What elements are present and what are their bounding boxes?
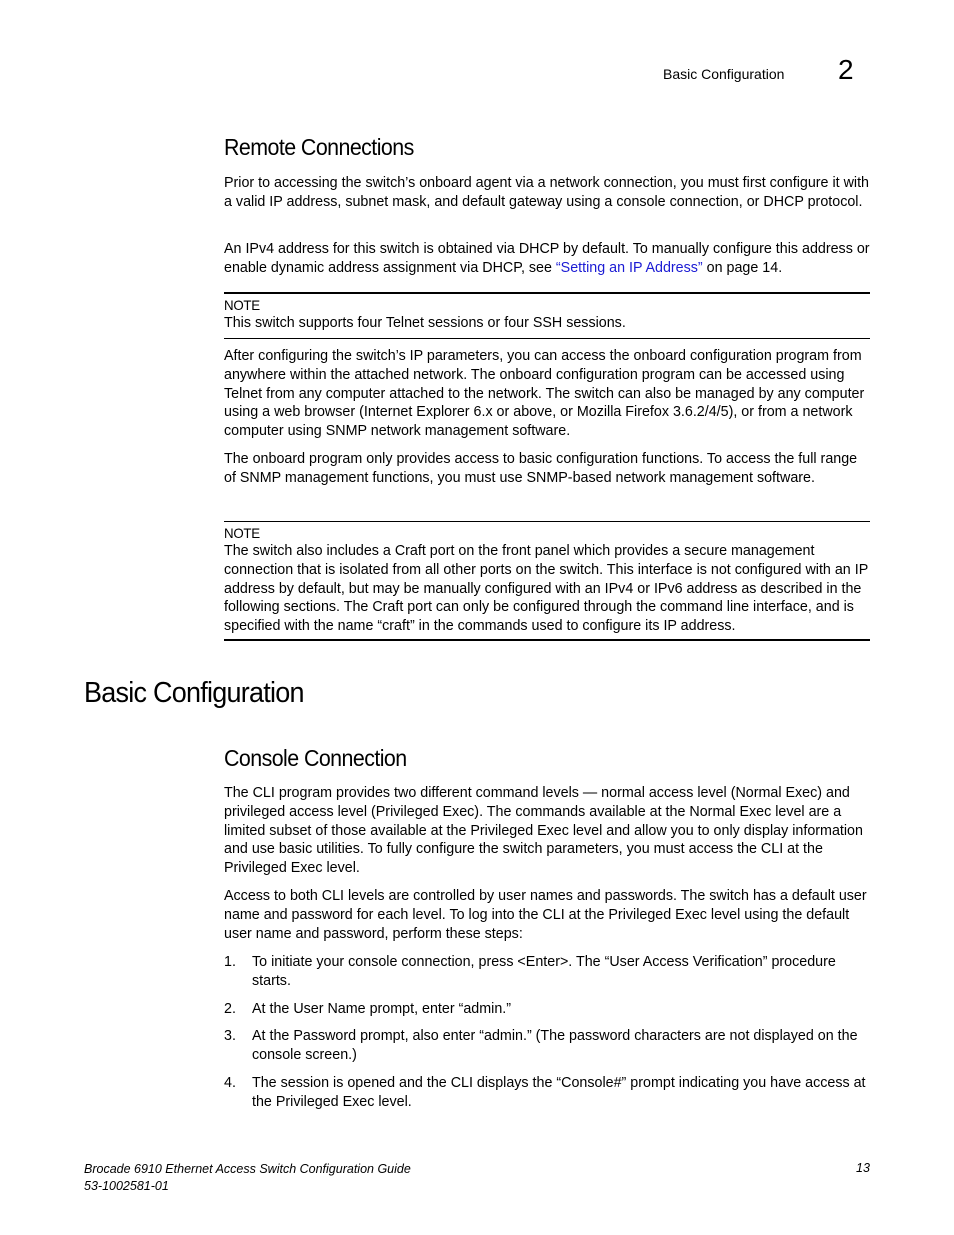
step-text: The session is opened and the CLI displays the “Console#” prompt indicating you have access at the Privileged Exec level.	[252, 1074, 866, 1110]
step-text: To initiate your console connection, press <Enter>. The “User Access Verification” procedure starts.	[252, 954, 836, 989]
list-item	[224, 1027, 872, 1065]
console-para-1: The CLI program provides two different command levels — normal access level (Normal Exec) and privileged access level (Privileged Exec). The commands available at the Normal Exec level are a limited subset of those available at the Privileged Exec level and allow you to only display information and use basic utilities. To fully configure the switch parameters, you must access the CLI at the Privileged Exec level.	[224, 785, 863, 877]
note-text: The switch also includes a Craft port on the front panel which provides a secure management connection that is isolated from all other ports on the switch. This interface is not configured with an IP address by default, but may be manually configured with an IPv4 or IPv6 address as described in the following sections. The Craft port can only be configured through the command line interface, and is specified with the name “craft” in the commands used to configure its IP address.	[224, 543, 868, 635]
list-item	[224, 1000, 872, 1019]
step-number: 3.	[224, 1028, 236, 1045]
step-number: 1.	[224, 954, 236, 970]
remote-connections-heading: Remote Connections	[224, 134, 414, 160]
remote-para-1: Prior to accessing the switch’s onboard agent via a network connection, you must first configure it with a valid IP address, subnet mask, and default gateway using a console connection, or DHCP protocol.	[224, 175, 870, 210]
list-item	[224, 1074, 872, 1112]
footer-doc-title: Brocade 6910 Ethernet Access Switch Configuration Guide	[84, 1162, 411, 1176]
list-item	[224, 953, 872, 991]
note-top-rule	[224, 521, 870, 522]
step-text: At the User Name prompt, enter “admin.”	[252, 1000, 512, 1017]
login-steps-list	[224, 953, 872, 1121]
console-connection-heading: Console Connection	[224, 745, 407, 771]
footer-doc-info	[84, 1161, 411, 1195]
note-label: NOTE	[224, 297, 260, 313]
remote-para-2	[224, 240, 872, 278]
remote-para-2-text-a: An IPv4 address for this switch is obtained via DHCP by default. To manually configure this address or enable dynamic address assignment via DHCP, see	[224, 241, 870, 276]
note-label: NOTE	[224, 525, 260, 541]
setting-ip-address-link[interactable]: “Setting an IP Address”	[555, 259, 703, 276]
note-bottom-rule	[224, 639, 870, 641]
remote-para-3: After configuring the switch’s IP parameters, you can access the onboard configuration program from anywhere within the attached network. The onboard configuration program can be accessed using Telnet from any computer attached to the network. The switch can also be managed by any computer using a web browser (Internet Explorer 6.x or above, or Mozilla Firefox 3.6.2/4/5), or from a network computer using SNMP network management software.	[224, 348, 865, 440]
note-craft-port	[224, 521, 870, 641]
running-header-title: Basic Configuration	[663, 66, 785, 82]
note-top-rule	[224, 292, 870, 294]
console-para-2: Access to both CLI levels are controlled by user names and passwords. The switch has a default user name and password for each level. To log into the CLI at the Privileged Exec level using the default user name and password, perform these steps:	[224, 888, 867, 942]
remote-para-4: The onboard program only provides access to basic configuration functions. To access the full range of SNMP management functions, you must use SNMP-based network management software.	[224, 451, 858, 486]
step-text: At the Password prompt, also enter “admin.” (The password characters are not displayed on the console screen.)	[252, 1028, 858, 1064]
note-bottom-rule	[224, 338, 870, 339]
footer-page-number: 13	[856, 1161, 870, 1175]
step-number: 2.	[224, 1000, 236, 1017]
footer-doc-number: 53-1002581-01	[84, 1179, 169, 1193]
basic-configuration-heading: Basic Configuration	[84, 677, 304, 709]
note-text: This switch supports four Telnet sessions or four SSH sessions.	[224, 315, 626, 331]
chapter-number: 2	[838, 54, 854, 85]
step-number: 4.	[224, 1074, 236, 1091]
note-telnet-sessions	[224, 292, 870, 339]
remote-para-2-text-b: on page 14.	[702, 259, 783, 276]
